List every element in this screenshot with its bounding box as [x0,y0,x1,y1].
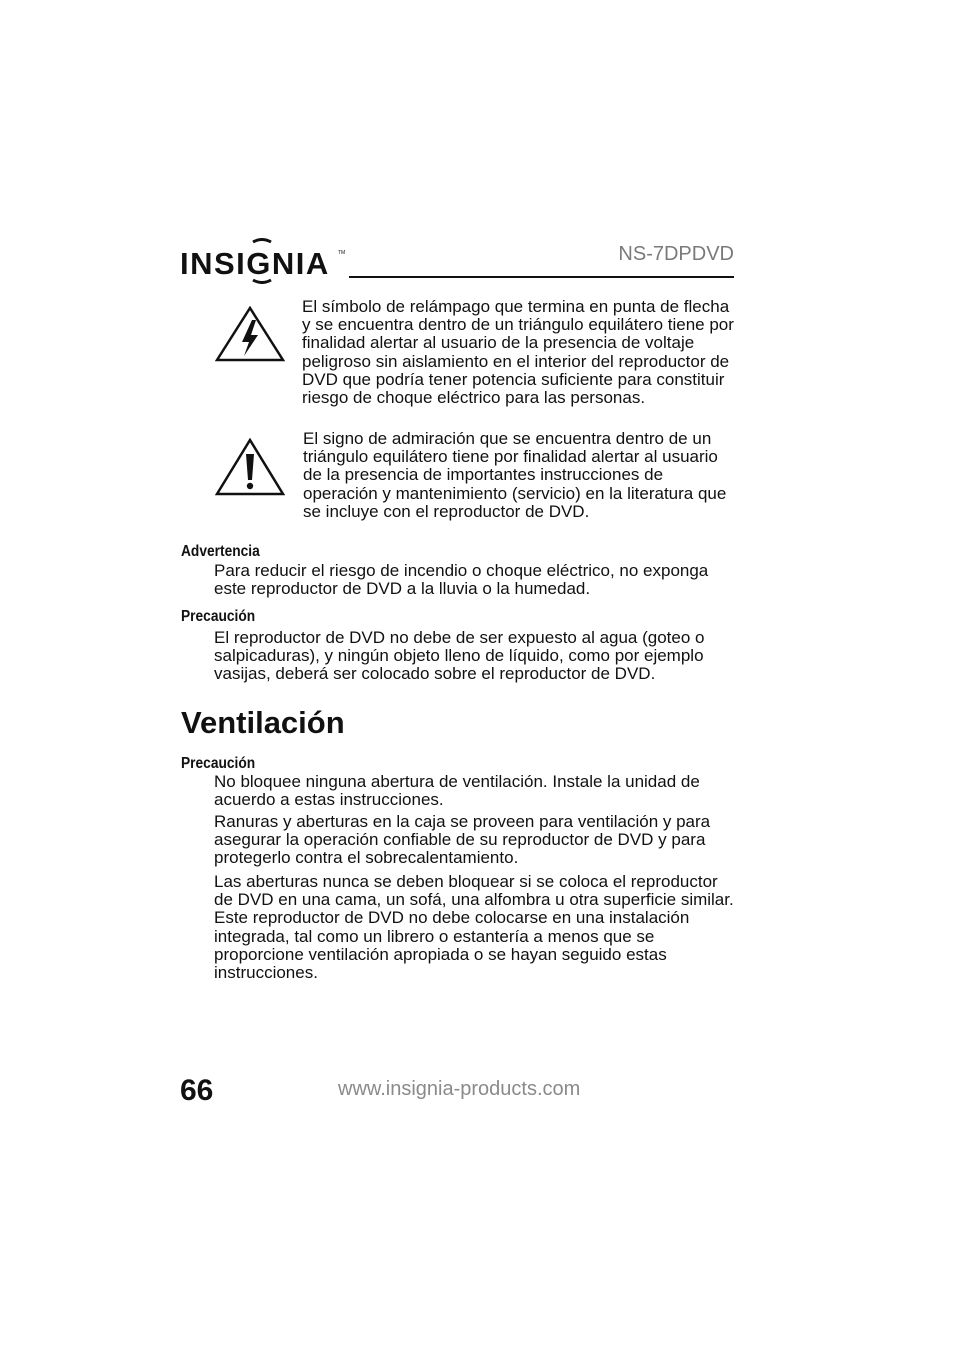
header-divider [349,276,734,278]
caution-text: El reproductor de DVD no debe de ser expuesto al agua (goteo o salpicaduras), y ningún objeto lleno de líquido, como por ejemplo vasijas, deberá ser colocado sobre el reproductor de DVD. [214,628,705,684]
exclamation-symbol-description: El signo de admiración que se encuentra dentro de un triángulo equilátero tiene por finalidad alertar al usuario de la presencia de importantes instrucciones de operación y mantenimiento (servicio) en la literatura que se incluye con el reproductor de DVD. [303,429,727,521]
warning-text: Para reducir el riesgo de incendio o choque eléctrico, no exponga este reproductor de DVD a la lluvia o la humedad. [214,561,709,599]
svg-text:TM: TM [338,250,345,256]
lightning-warning-icon [215,306,285,362]
insignia-logo [180,238,345,284]
ventilation-paragraph-2: Ranuras y aberturas en la caja se proveen para ventilación y para asegurar la operación confiable de su reproductor de DVD y para protegerlo contra el sobrecalentamiento. [214,812,711,868]
ventilation-paragraph-3: Las aberturas nunca se deben bloquear si se coloca el reproductor de DVD en una cama, un sofá, una alfombra u otra superficie similar. Este reproductor de DVD no debe colocarse en una instalación integrada, tal como un librero o estantería a menos que se proporcione ventilación apropiada o se hayan seguido estas instrucciones. [214,872,734,983]
lightning-symbol-description: El símbolo de relámpago que termina en punta de flecha y se encuentra dentro de un triángulo equilátero tiene por finalidad alertar al usuario de la presencia de voltaje peligroso sin aislamiento en el interior del reproductor de DVD que podría tener potencia suficiente para constituir riesgo de choque eléctrico para las personas. [302,297,734,408]
exclamation-warning-icon [215,438,285,496]
ventilation-title: Ventilación [181,705,345,740]
logo-wordmark: INSIGNIA [180,246,330,281]
model-number: NS-7DPDVD [618,243,734,265]
page-number: 66 [180,1074,214,1107]
ventilation-paragraph-1: No bloquee ninguna abertura de ventilación. Instale la unidad de acuerdo a estas instrucciones. [214,772,700,810]
warning-heading: Advertencia [181,543,260,560]
footer-website: www.insignia-products.com [338,1078,581,1100]
ventilation-caution-heading: Precaución [181,755,256,772]
caution-heading: Precaución [181,608,256,625]
